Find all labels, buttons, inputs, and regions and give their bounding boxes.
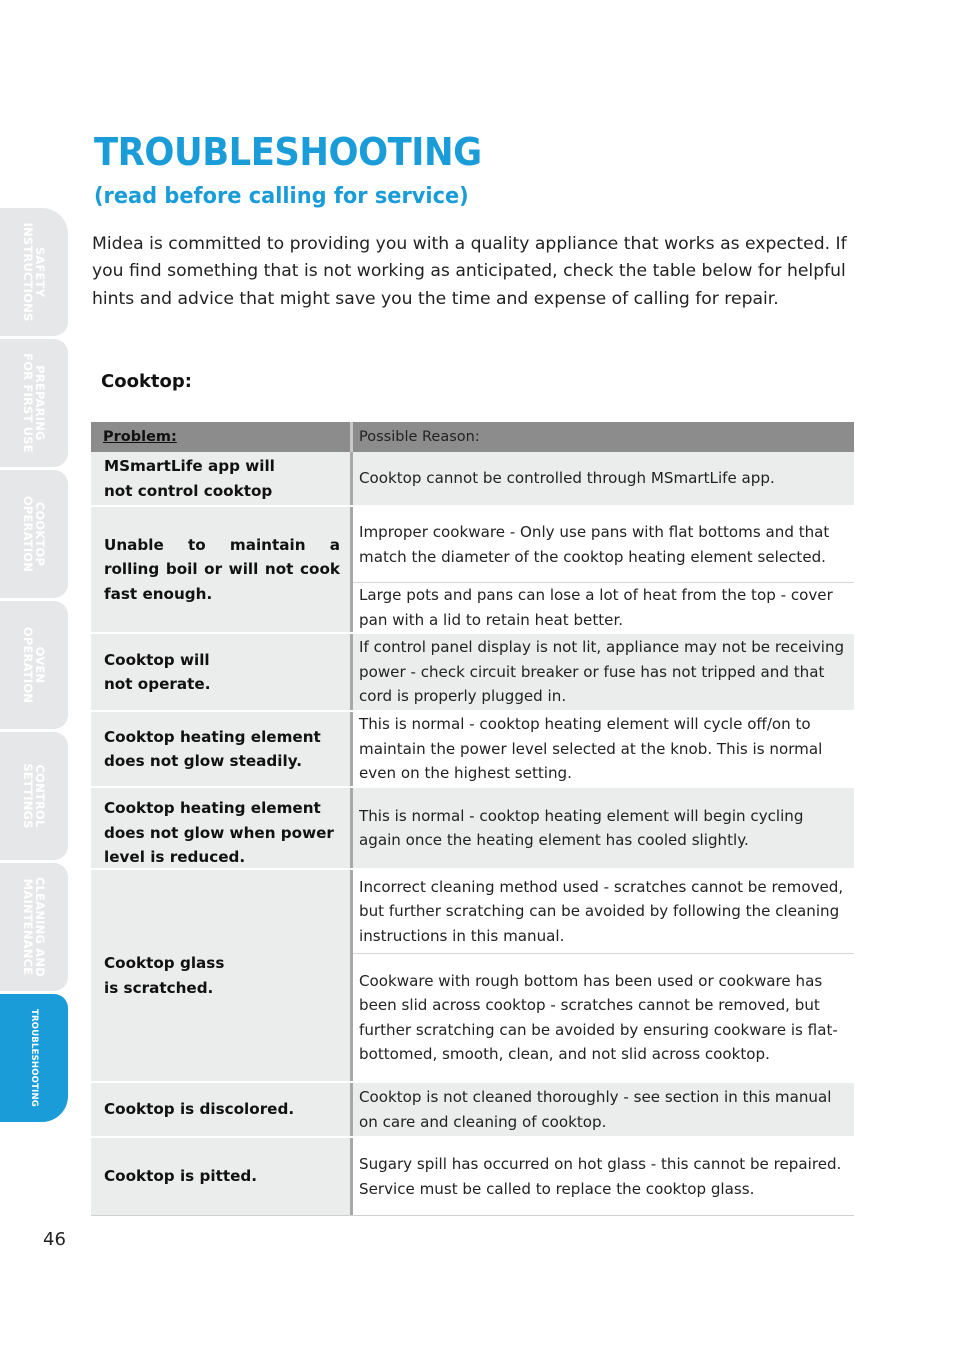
- table-row: [91, 452, 854, 507]
- tab-label: PREPARING FOR FIRST USE: [21, 353, 47, 453]
- reason-item: Cooktop is not cleaned thoroughly - see section in this manual on care and cleaning of cooktop.: [359, 1088, 832, 1131]
- tab-label: TROUBLESHOOTING: [29, 1009, 39, 1107]
- reason-item: Sugary spill has occurred on hot glass - this cannot be repaired. Service must be called to replace the cooktop glass.: [359, 1155, 842, 1198]
- reason-item: Incorrect cleaning method used - scratches cannot be removed, but further scratching can be avoided by following the cleaning instructions in this manual.: [359, 877, 844, 945]
- tab-cooktop-operation[interactable]: [0, 470, 68, 598]
- table-row: [91, 1083, 854, 1138]
- page-number: 46: [43, 1229, 66, 1250]
- table-row: [91, 507, 854, 634]
- table-row: [91, 712, 854, 788]
- table-row: [91, 1138, 854, 1215]
- page-subtitle: (read before calling for service): [94, 184, 469, 209]
- reasons-cell: [353, 507, 854, 632]
- tab-cleaning-and-maintenance[interactable]: [0, 863, 68, 991]
- reasons-cell: [353, 712, 854, 786]
- reason-item: This is normal - cooktop heating element will begin cycling again once the heating element has cooled slightly.: [359, 806, 804, 849]
- reason-item: Cooktop cannot be controlled through MSmartLife app.: [359, 469, 775, 488]
- troubleshooting-table: [91, 422, 854, 1216]
- table-row: [91, 870, 854, 1083]
- header-possible-reason: Possible Reason:: [359, 429, 480, 445]
- section-label: Cooktop:: [101, 371, 192, 392]
- reason-item: Large pots and pans can lose a lot of heat from the top - cover pan with a lid to retain heat better.: [353, 582, 854, 632]
- reason-item: Improper cookware - Only use pans with flat bottoms and that match the diameter of the cooktop heating element selected.: [359, 523, 830, 566]
- problem-cell: Cooktop glass is scratched.: [104, 954, 225, 997]
- header-problem: Problem:: [103, 429, 177, 445]
- problem-cell: Cooktop will not operate.: [104, 650, 211, 693]
- tab-control-settings[interactable]: [0, 732, 68, 860]
- page-title: TROUBLESHOOTING: [94, 130, 482, 174]
- problem-cell: MSmartLife app will not control cooktop: [104, 457, 275, 500]
- reason-item: This is normal - cooktop heating element will cycle off/on to maintain the power level selected at the knob. This is normal even on the highest setting.: [359, 715, 823, 783]
- reasons-cell: [353, 870, 854, 1081]
- reasons-cell: [353, 634, 854, 710]
- table-bottom-rule: [91, 1215, 854, 1216]
- problem-cell: Cooktop heating element does not glow steadily.: [104, 727, 321, 770]
- problem-cell: Unable to maintain a rolling boil or will not cook fast enough.: [104, 535, 340, 603]
- reason-item: Cookware with rough bottom has been used or cookware has been slid across cooktop - scratches cannot be removed, but further scratching can be avoided by ensuring cookware is flat-bottomed, smooth, clean, and not slid across cooktop.: [353, 953, 854, 1081]
- reasons-cell: [353, 1083, 854, 1136]
- tab-label: CLEANING AND MAINTENANCE: [21, 877, 47, 977]
- tab-label: SAFETY INSTRUCTIONS: [21, 222, 47, 322]
- tab-preparing-for-first-use[interactable]: [0, 339, 68, 467]
- tab-troubleshooting[interactable]: [0, 994, 68, 1122]
- tab-oven-operation[interactable]: [0, 601, 68, 729]
- table-row: [91, 634, 854, 712]
- reasons-cell: [353, 452, 854, 505]
- tab-label: OVEN OPERATION: [21, 626, 47, 704]
- reason-item: If control panel display is not lit, appliance may not be receiving power - check circuit breaker or fuse has not tripped and that cord is properly plugged in.: [359, 638, 845, 706]
- reasons-cell: [353, 1138, 854, 1215]
- table-header: [91, 422, 854, 452]
- tab-safety-instructions[interactable]: [0, 208, 68, 336]
- tab-label: COOKTOP OPERATION: [21, 495, 47, 573]
- intro-paragraph: Midea is committed to providing you with a quality appliance that works as expected. If you find something that is not working as anticipated, check the table below for helpful hints and advice that might save you the time and expense of calling for repair.: [92, 234, 847, 309]
- problem-cell: Cooktop heating element does not glow when power level is reduced.: [104, 799, 334, 867]
- problem-cell: Cooktop is discolored.: [104, 1100, 295, 1119]
- table-row: [91, 788, 854, 870]
- reasons-cell: [353, 788, 854, 868]
- tab-label: CONTROL SETTINGS: [21, 763, 47, 829]
- problem-cell: Cooktop is pitted.: [104, 1167, 258, 1186]
